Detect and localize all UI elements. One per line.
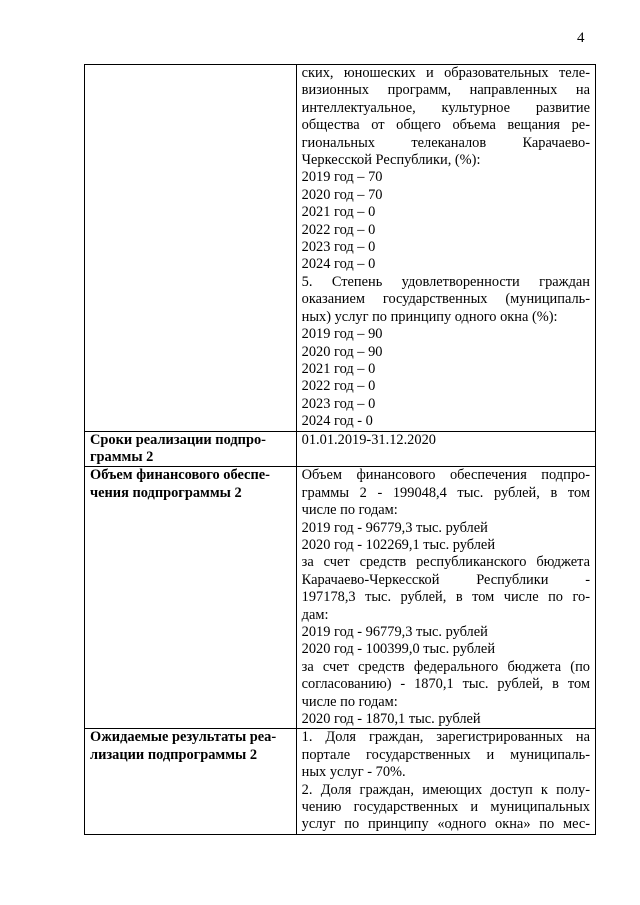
label-cell-results	[85, 729, 297, 834]
value-cell-results	[296, 729, 595, 834]
text-line: 1. Доля граждан, зарегистрированных на	[301, 729, 590, 746]
text-line: 2020 год - 102269,1 тыс. рублей	[301, 536, 496, 553]
row-label: Сроки реализации подпро-	[90, 431, 266, 448]
row-label: граммы 2	[90, 448, 154, 465]
text-line: визионных программ, направленных на	[301, 82, 590, 99]
text-line: 5. Степень удовлетворенности граждан	[301, 273, 590, 290]
table-row-financing	[85, 467, 596, 729]
text-line: 2024 год – 0	[301, 256, 376, 273]
text-line: ных) услуг по принципу одного окна (%):	[301, 308, 558, 325]
row-label: Ожидаемые результаты реа-	[90, 729, 277, 746]
text-line: 2021 год – 0	[301, 360, 376, 377]
label-cell-timeline	[85, 431, 297, 467]
text-line: услуг по принципу «одного окна» по мес-	[301, 816, 590, 833]
text-line: граммы 2 - 199048,4 тыс. рублей, в том	[301, 484, 590, 501]
text-line: Черкесской Республики, (%):	[301, 152, 481, 169]
text-line: 2022 год – 0	[301, 221, 376, 238]
table-row-continuation	[85, 65, 596, 432]
page-number: 4	[577, 30, 585, 46]
label-cell-empty	[85, 65, 297, 432]
value-cell-financing	[296, 467, 595, 729]
text-line: 2021 год – 0	[301, 204, 376, 221]
text-line: ных услуг - 70%.	[301, 764, 406, 781]
text-line: 2024 год - 0	[301, 413, 373, 430]
text-line: 2019 год - 96779,3 тыс. рублей	[301, 519, 488, 536]
label-cell-financing	[85, 467, 297, 729]
text-line: согласованию) - 1870,1 тыс. рублей, в том	[301, 676, 590, 693]
text-line: чению государственных и муниципальных	[301, 799, 590, 816]
text-line: 2019 год – 70	[301, 169, 383, 186]
value-cell-timeline	[296, 431, 595, 467]
text-line: 2020 год – 70	[301, 186, 383, 203]
text-line: за счет средств республиканского бюджета	[301, 554, 590, 571]
text-line: 2023 год – 0	[301, 239, 376, 256]
text-line: 2019 год – 90	[301, 326, 383, 343]
text-line: общества от общего объема вещания ре-	[301, 117, 590, 134]
text-line: 197178,3 тыс. рублей, в том числе по го-	[301, 589, 590, 606]
text-line: 2022 год – 0	[301, 378, 376, 395]
text-line: числе по годам:	[301, 693, 398, 710]
text-line: интеллектуальное, культурное развитие	[301, 99, 590, 116]
text-line: Объем финансового обеспечения подпро-	[301, 467, 590, 484]
text-line: 2020 год - 1870,1 тыс. рублей	[301, 711, 481, 728]
row-label: лизации подпрограммы 2	[90, 746, 258, 763]
table-row-timeline	[85, 431, 596, 467]
text-line: за счет средств федерального бюджета (по	[301, 658, 590, 675]
text-line: дам:	[301, 606, 329, 623]
value-cell-indicators	[296, 65, 595, 432]
text-line: 2020 год – 90	[301, 343, 383, 360]
text-line: ских, юношеских и образовательных теле-	[301, 65, 590, 81]
text-line: 2019 год - 96779,3 тыс. рублей	[301, 624, 488, 640]
row-label: чения подпрограммы 2	[90, 484, 242, 501]
subprogram-passport-table	[84, 64, 596, 835]
text-line: гиональных телеканалов Карачаево-	[301, 134, 590, 151]
text-line: портале государственных и муниципаль-	[301, 746, 590, 763]
timeline-value: 01.01.2019-31.12.2020	[301, 431, 436, 448]
text-line: 2. Доля граждан, имеющих доступ к полу-	[301, 781, 590, 798]
text-line: оказанием государственных (муниципаль-	[301, 291, 590, 308]
table-row-results	[85, 729, 596, 834]
text-line: числе по годам:	[301, 502, 398, 519]
text-line: Карачаево-Черкесской Республики -	[301, 571, 590, 588]
text-line: 2020 год - 100399,0 тыс. рублей	[301, 641, 496, 658]
text-line: 2023 год – 0	[301, 395, 376, 412]
row-label: Объем финансового обеспе-	[90, 467, 270, 484]
